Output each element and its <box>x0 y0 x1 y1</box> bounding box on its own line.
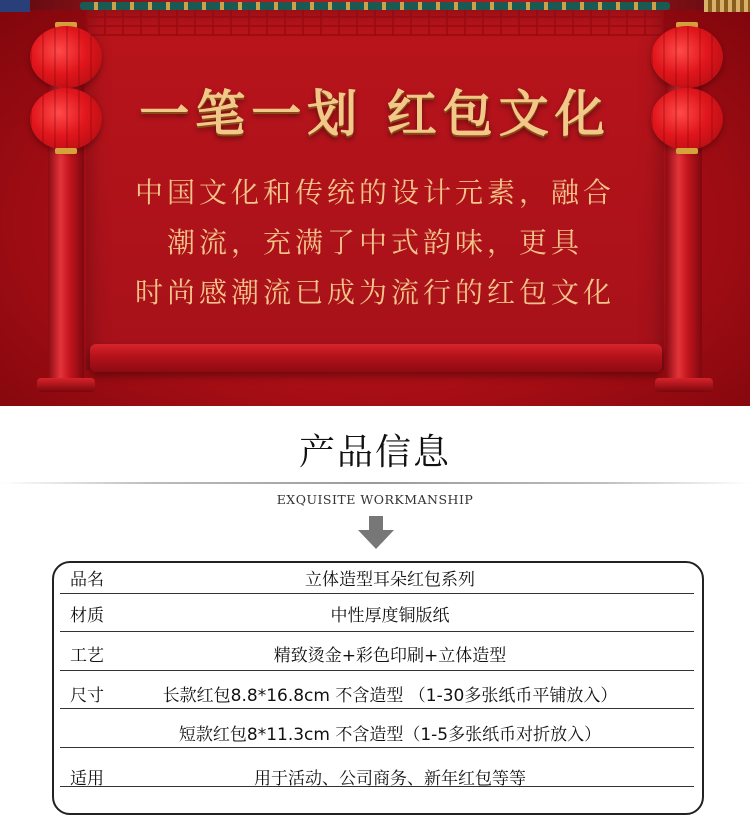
row-divider <box>60 593 694 594</box>
scroll-bottom-rod <box>90 344 662 372</box>
row-divider <box>60 670 694 671</box>
corner-decoration-left <box>0 0 30 12</box>
row-divider <box>60 631 694 632</box>
divider <box>0 482 750 484</box>
section-subtitle: EXQUISITE WORKMANSHIP <box>276 492 474 507</box>
section-title: 产品信息 <box>298 432 451 473</box>
row-label: 品名 <box>70 570 104 590</box>
row-value: 立体造型耳朵红包系列 <box>305 570 475 590</box>
arrow-down-icon <box>356 516 396 550</box>
banner-title: 一笔一划 红包文化 <box>139 84 611 143</box>
row-label: 尺寸 <box>70 686 104 706</box>
row-value: 中性厚度铜版纸 <box>330 606 450 626</box>
pillar-base-right <box>655 378 713 392</box>
corner-decoration-right <box>704 0 750 12</box>
row-label: 材质 <box>70 606 104 626</box>
row-value: 短款红包8*11.3cm 不含造型（1-5多张纸币对折放入） <box>178 725 602 745</box>
banner-line: 时尚感潮流已成为流行的红包文化 <box>134 276 615 309</box>
row-label: 适用 <box>70 769 104 789</box>
row-value: 长款红包8.8*16.8cm 不含造型 （1-30多张纸币平铺放入） <box>162 686 618 706</box>
row-label: 工艺 <box>70 646 104 666</box>
banner <box>0 0 750 406</box>
banner-description <box>0 168 750 318</box>
scroll-top-rod <box>80 2 670 10</box>
lantern-cap-icon <box>676 148 698 154</box>
lantern-cap-icon <box>55 148 77 154</box>
row-divider <box>60 708 694 709</box>
lattice-pattern <box>86 10 664 36</box>
row-divider <box>60 747 694 748</box>
row-value: 精致烫金+彩色印刷+立体造型 <box>273 646 507 666</box>
banner-line: 中国文化和传统的设计元素，融合 <box>134 176 615 209</box>
row-value: 用于活动、公司商务、新年红包等等 <box>254 769 526 789</box>
banner-line: 潮流，充满了中式韵味，更具 <box>166 226 583 259</box>
pillar-base-left <box>37 378 95 392</box>
